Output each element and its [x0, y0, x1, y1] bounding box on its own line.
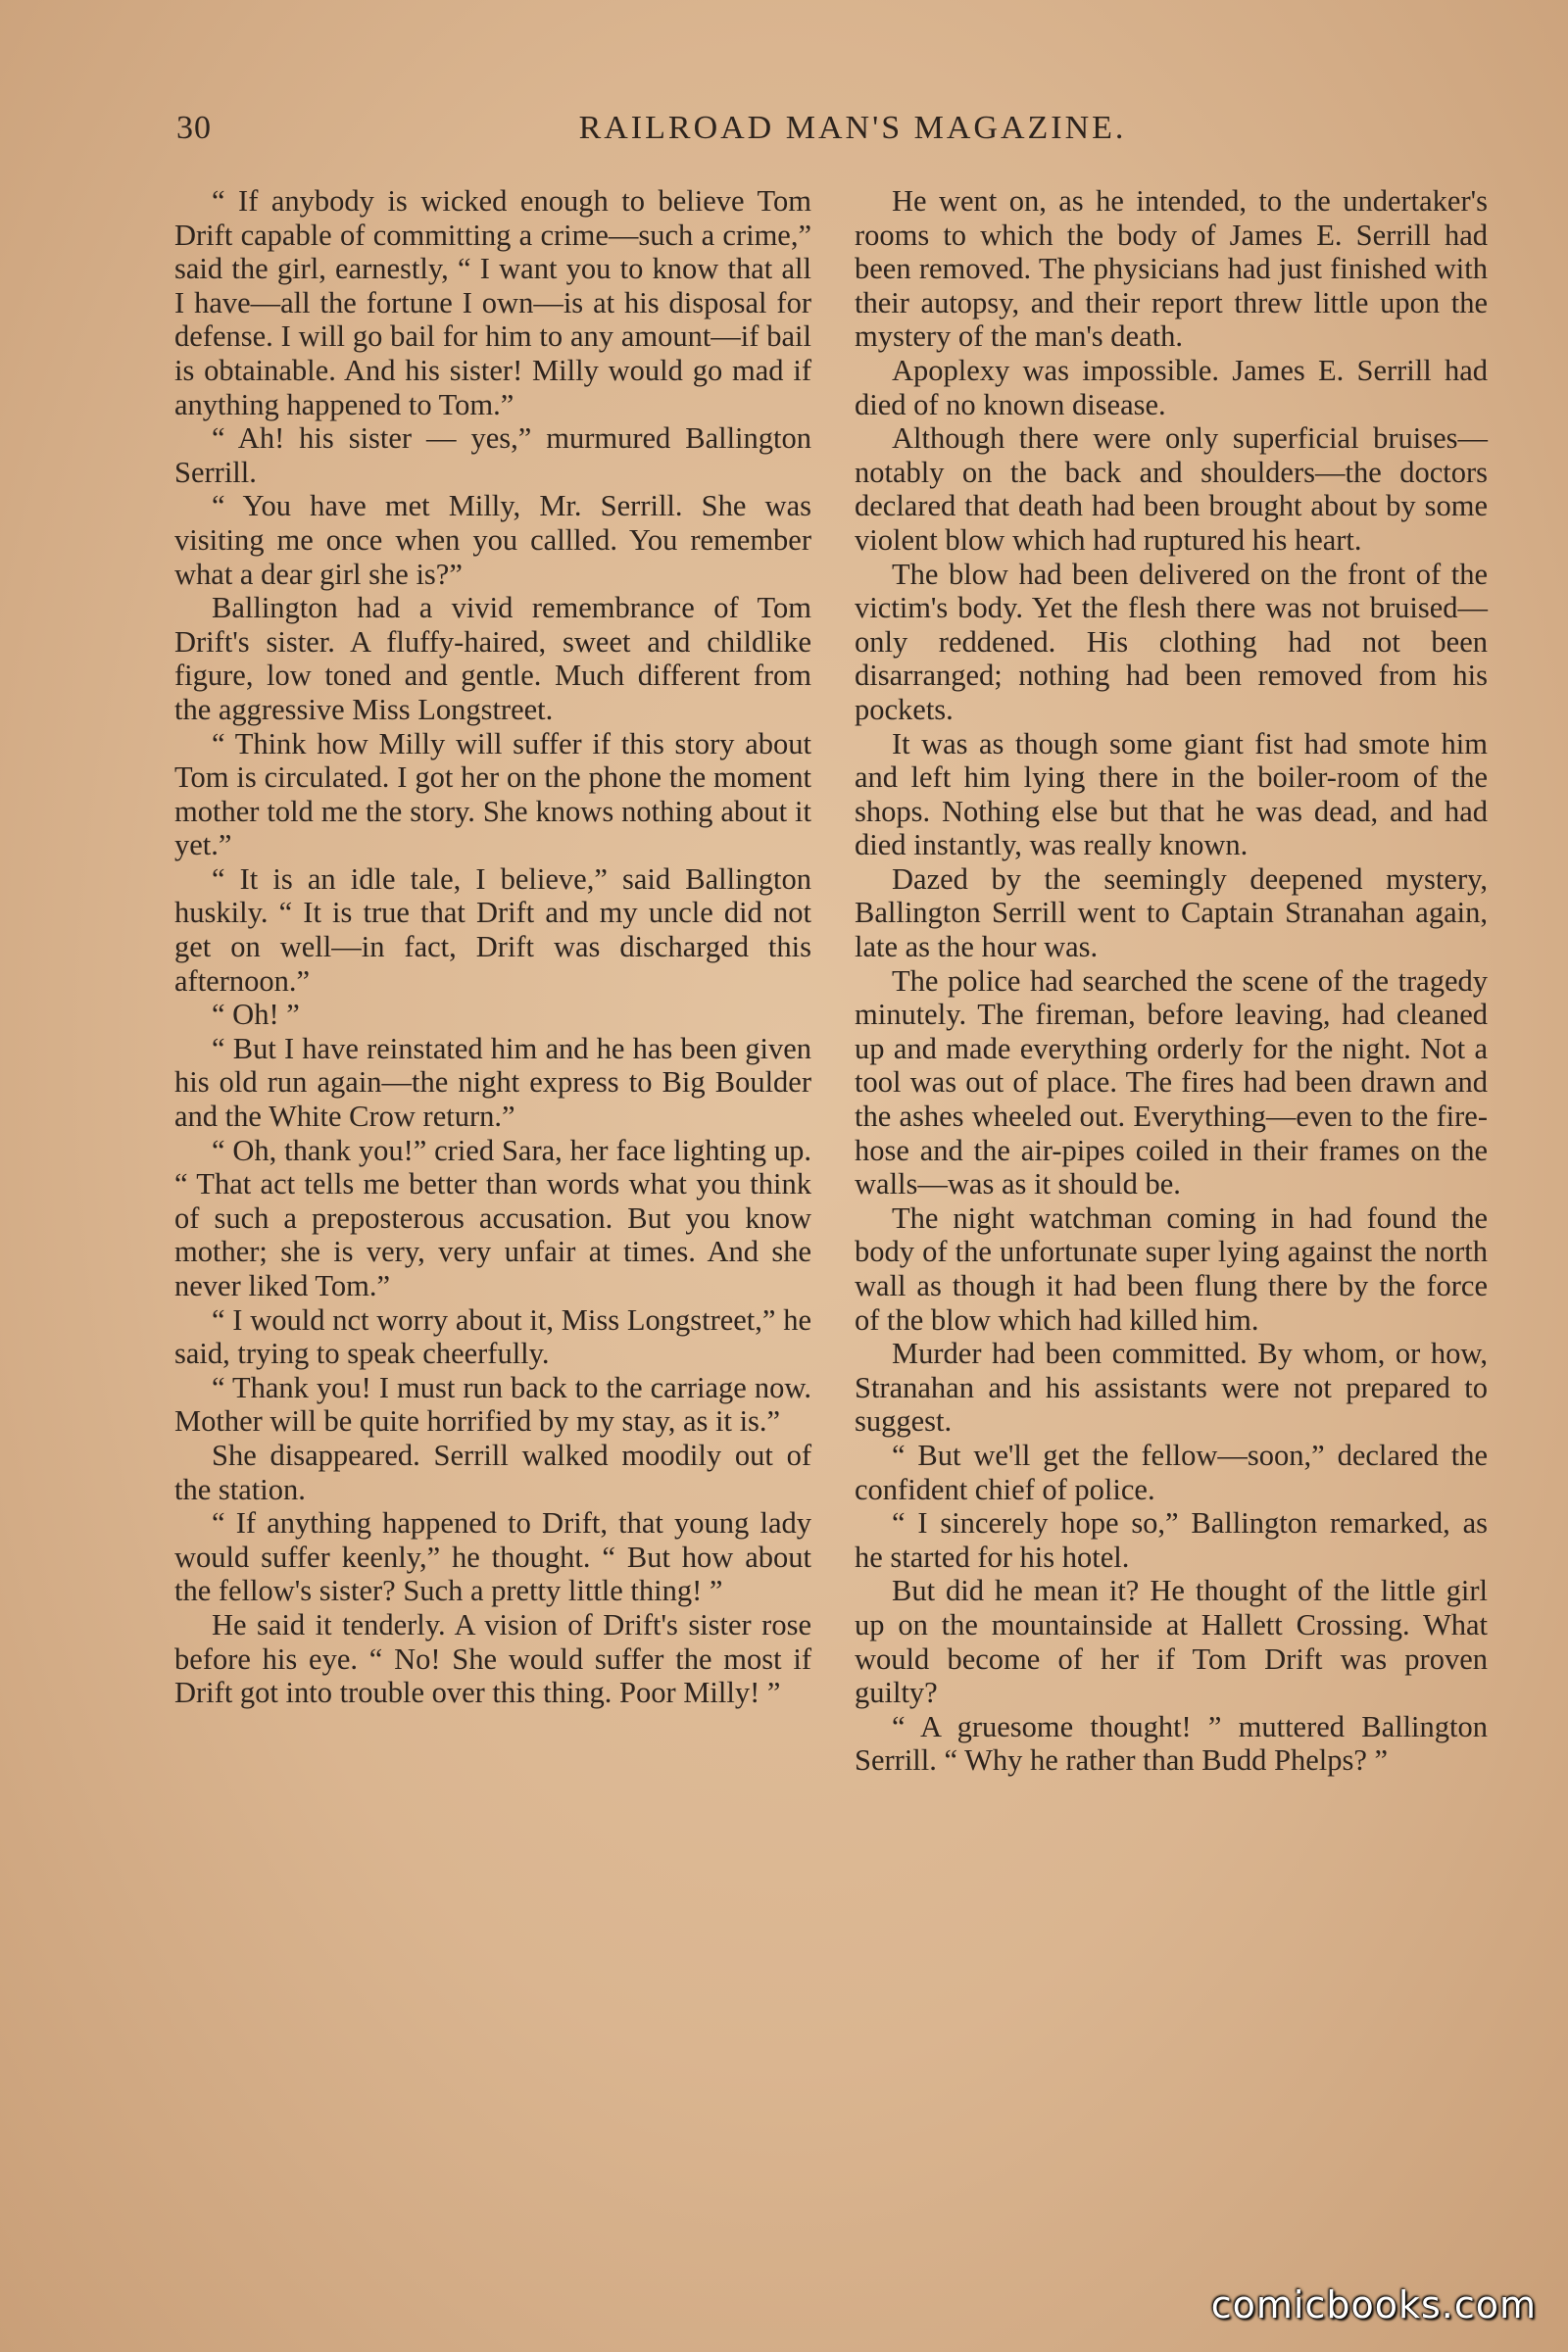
paragraph: But did he mean it? He thought of the little girl up on the mountainside at Hallett Crossing. What would become of her if Tom Drift was proven guilty?	[855, 1574, 1488, 1710]
paragraph: The night watchman coming in had found the body of the unfortunate super lying against the north wall as though it had been flung there by the force of the blow which had killed him.	[855, 1200, 1488, 1337]
paragraph: Apoplexy was impossible. James E. Serrill had died of no known disease.	[855, 353, 1488, 421]
paragraph: Although there were only superficial bruises—notably on the back and shoulders—the doctors declared that death had been brought about by some violent blow which had ruptured his heart.	[855, 421, 1488, 557]
paragraph: “ Think how Milly will suffer if this story about Tom is circulated. I got her on the phone the moment mother told me the story. She knows nothing about it yet.”	[174, 726, 811, 862]
page-header	[176, 110, 1411, 159]
paragraph: “ Ah! his sister — yes,” murmured Ballington Serrill.	[174, 421, 811, 489]
paragraph: “ If anybody is wicked enough to believe Tom Drift capable of committing a crime—such a crime,” said the girl, earnestly, “ I want you to know that all I have—all the fortune I own—is at his disposal for defense. I will go bail for him to any amount—if bail is obtainable. And his sister! Milly would go mad if anything happened to Tom.”	[174, 184, 811, 421]
paragraph: It was as though some giant fist had smote him and left him lying there in the boiler-room of the shops. Nothing else but that he was dead, and had died instantly, was really known.	[855, 726, 1488, 862]
paragraph: “ But we'll get the fellow—soon,” declared the confident chief of police.	[855, 1438, 1488, 1506]
paragraph: “ If anything happened to Drift, that young lady would suffer keenly,” he thought. “ But how about the fellow's sister? Such a pretty little thing! ”	[174, 1506, 811, 1608]
paragraph: He said it tenderly. A vision of Drift's sister rose before his eye. “ No! She would suffer the most if Drift got into trouble over this thing. Poor Milly! ”	[174, 1607, 811, 1710]
page-number: 30	[176, 110, 212, 146]
right-column	[855, 184, 1488, 1778]
paragraph: She disappeared. Serrill walked moodily out of the station.	[174, 1438, 811, 1506]
paragraph: Murder had been committed. By whom, or how, Stranahan and his assistants were not prepared to suggest.	[855, 1337, 1488, 1439]
paragraph: “ But I have reinstated him and he has been given his old run again—the night express to Big Boulder and the White Crow return.”	[174, 1031, 811, 1134]
site-watermark: comicbooks.com	[1210, 2283, 1537, 2327]
left-column	[174, 184, 811, 1710]
paragraph: The blow had been delivered on the front of the victim's body. Yet the flesh there was not bruised—only reddened. His clothing had not been disarranged; nothing had been removed from his pockets.	[855, 557, 1488, 726]
paragraph: “ Thank you! I must run back to the carriage now. Mother will be quite horrified by my stay, as it is.”	[174, 1370, 811, 1439]
paragraph: “ I would nct worry about it, Miss Longstreet,” he said, trying to speak cheerfully.	[174, 1302, 811, 1371]
paragraph: “ I sincerely hope so,” Ballington remarked, as he started for his hotel.	[855, 1506, 1488, 1574]
paragraph: “ You have met Milly, Mr. Serrill. She was visiting me once when you callled. You remember what a dear girl she is?”	[174, 489, 811, 591]
paragraph: “ Oh! ”	[212, 998, 300, 1032]
paragraph: He went on, as he intended, to the undertaker's rooms to which the body of James E. Serrill had been removed. The physicians had just finished with their autopsy, and their report threw little upon the mystery of the man's death.	[855, 184, 1488, 354]
paragraph: Dazed by the seemingly deepened mystery, Ballington Serrill went to Captain Stranahan again, late as the hour was.	[855, 861, 1488, 964]
paragraph: “ Oh, thank you!” cried Sara, her face lighting up. “ That act tells me better than words what you think of such a preposterous accusation. But you know mother; she is very, very unfair at times. And she never liked Tom.”	[174, 1133, 811, 1302]
paragraph: Ballington had a vivid remembrance of Tom Drift's sister. A fluffy-haired, sweet and childlike figure, low toned and gentle. Much different from the aggressive Miss Longstreet.	[174, 591, 811, 726]
paragraph: “ It is an idle tale, I believe,” said Ballington huskily. “ It is true that Drift and my uncle did not get on well—in fact, Drift was discharged this afternoon.”	[174, 861, 811, 998]
running-title: RAILROAD MAN'S MAGAZINE.	[578, 110, 1127, 146]
paragraph: “ A gruesome thought! ” muttered Ballington Serrill. “ Why he rather than Budd Phelps? ”	[855, 1709, 1488, 1778]
paragraph: The police had searched the scene of the tragedy minutely. The fireman, before leaving, had cleaned up and made everything orderly for the night. Not a tool was out of place. The fires had been drawn and the ashes wheeled out. Everything—even to the fire-hose and the air-pipes coiled in their frames on the walls—was as it should be.	[855, 963, 1488, 1201]
